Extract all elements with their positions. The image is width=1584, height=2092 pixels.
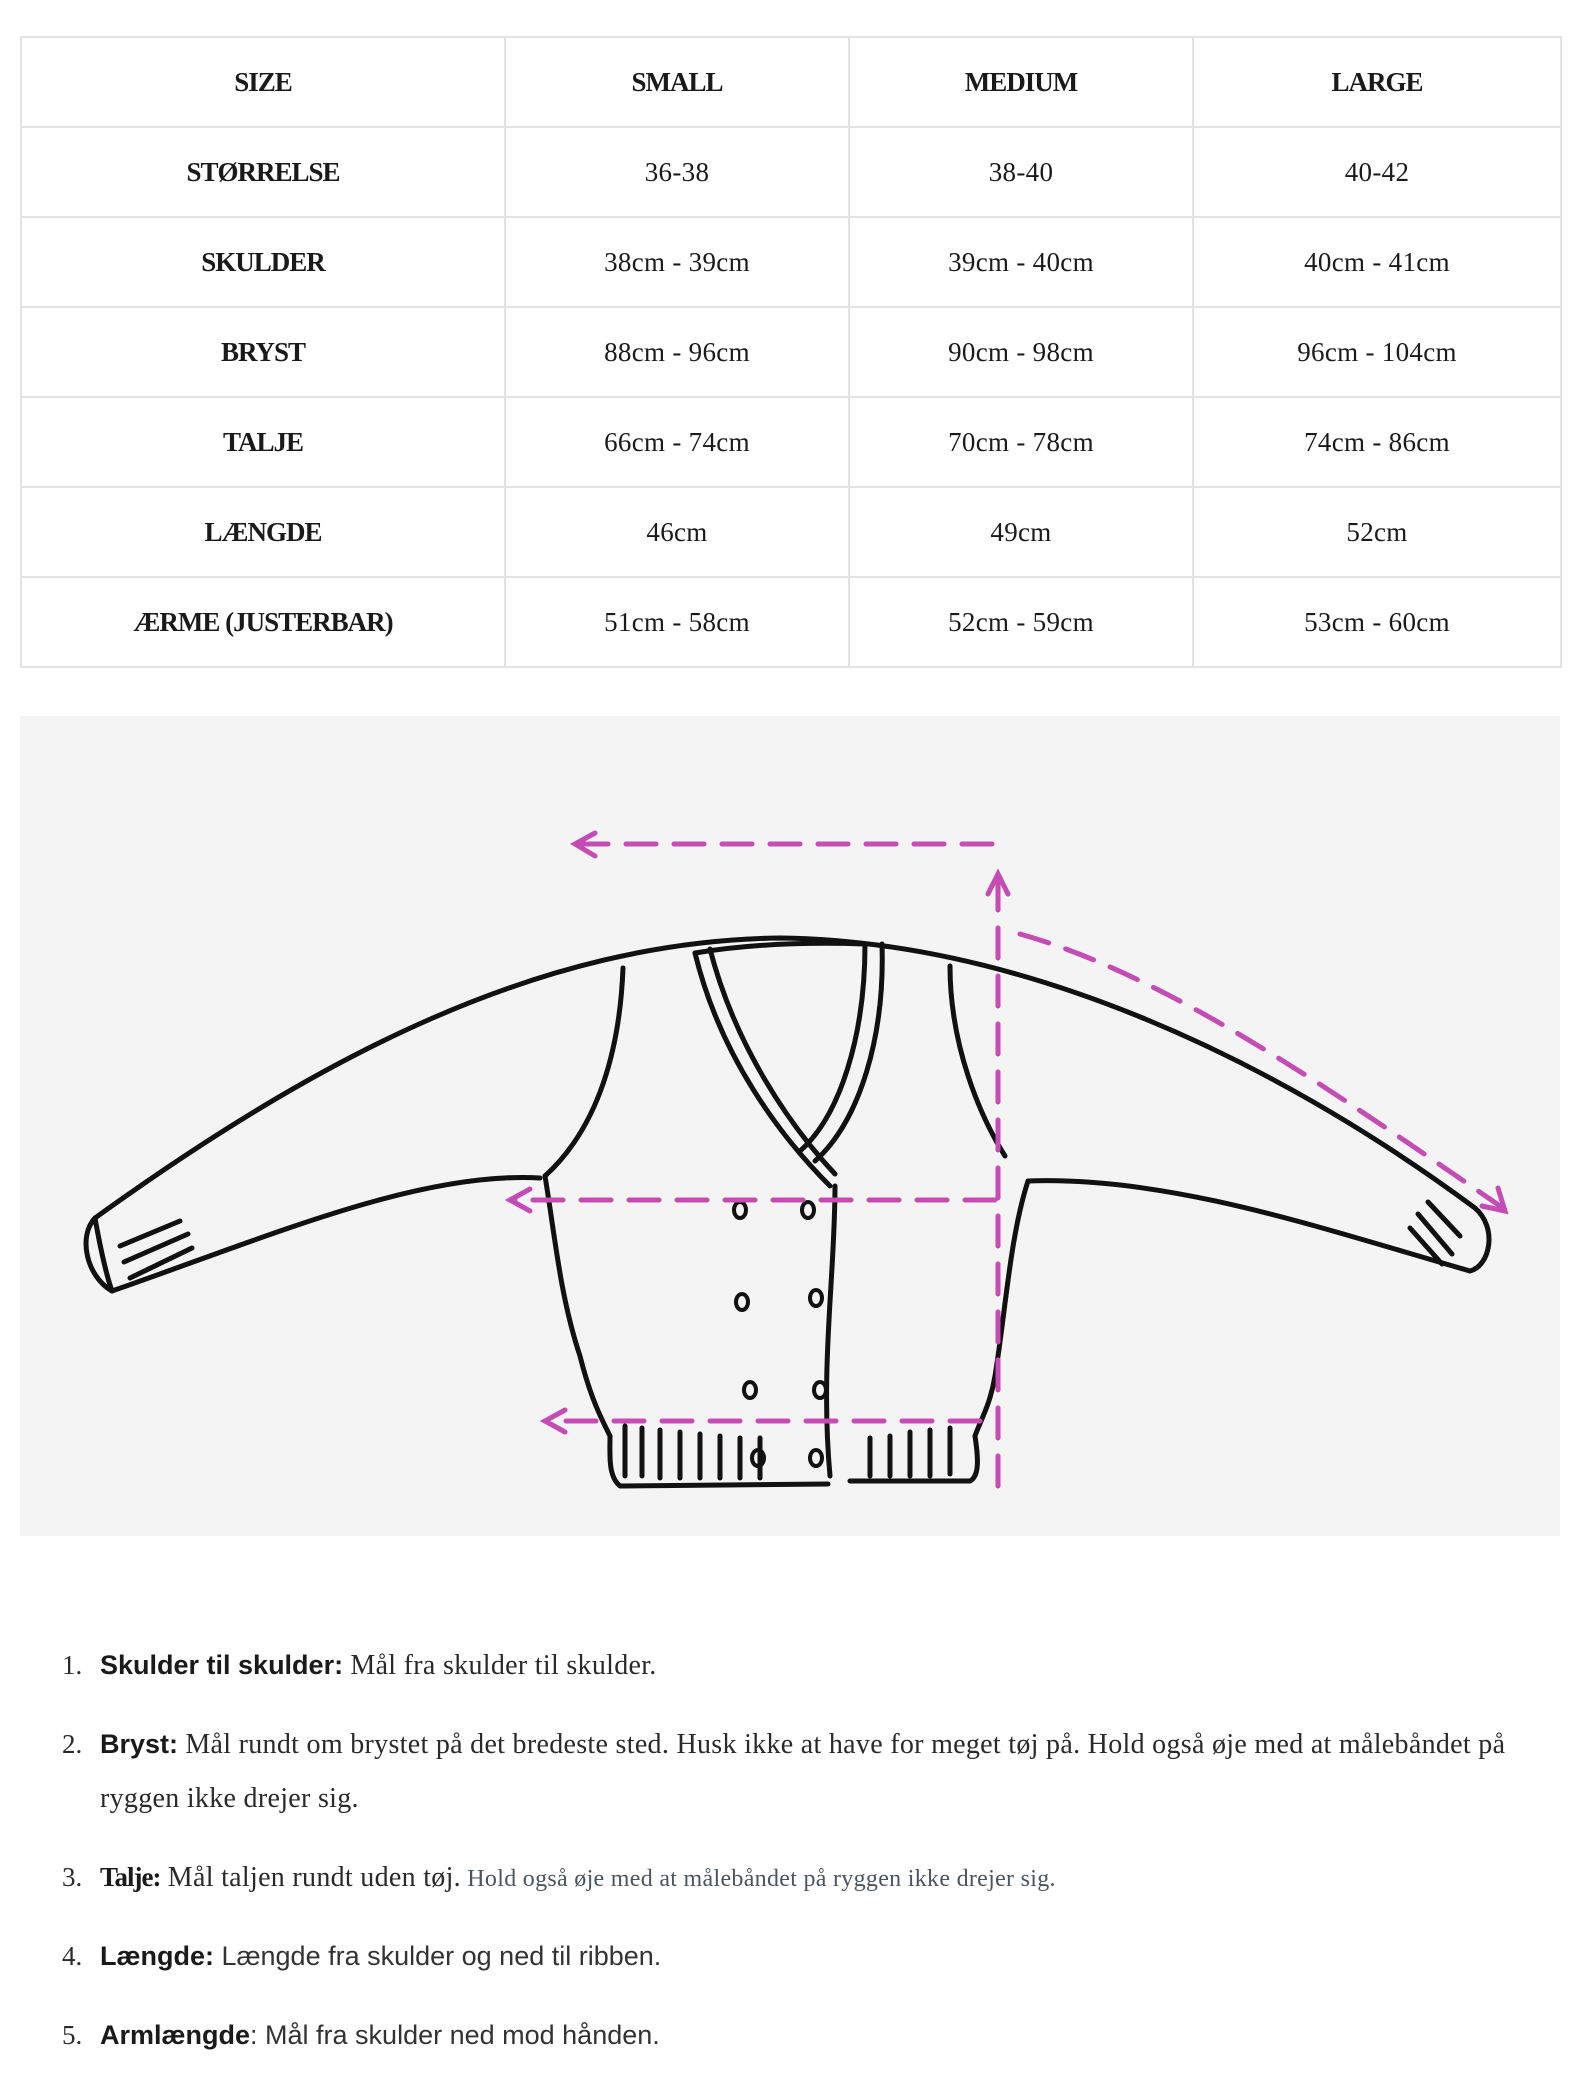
cardigan-outline (86, 938, 1489, 1486)
row-label: STØRRELSE (21, 127, 505, 217)
row-label: SKULDER (21, 217, 505, 307)
header-small: SMALL (505, 37, 849, 127)
list-number: 3. (62, 1862, 83, 1892)
cell-medium: 39cm - 40cm (849, 217, 1193, 307)
measurement-instructions (62, 1640, 1522, 2089)
cell-medium: 70cm - 78cm (849, 397, 1193, 487)
button-icons (734, 1202, 826, 1466)
cell-large: 74cm - 86cm (1193, 397, 1561, 487)
cell-large: 52cm (1193, 487, 1561, 577)
list-item (62, 2010, 1522, 2065)
cell-large: 40cm - 41cm (1193, 217, 1561, 307)
cell-medium: 90cm - 98cm (849, 307, 1193, 397)
header-size: SIZE (21, 37, 505, 127)
table-row (21, 577, 1561, 667)
cell-small: 88cm - 96cm (505, 307, 849, 397)
list-item (62, 1852, 1522, 1907)
row-label: TALJE (21, 397, 505, 487)
list-item (62, 1719, 1522, 1828)
cell-large: 53cm - 60cm (1193, 577, 1561, 667)
cell-small: 46cm (505, 487, 849, 577)
instruction-label: Bryst: (100, 1729, 179, 1759)
row-label: LÆNGDE (21, 487, 505, 577)
instruction-text: Længde fra skulder og ned til ribben. (214, 1941, 662, 1971)
row-label: ÆRME (JUSTERBAR) (21, 577, 505, 667)
cardigan-drawing (20, 716, 1560, 1536)
header-medium: MEDIUM (849, 37, 1193, 127)
table-header-row (21, 37, 1561, 127)
list-number: 2. (62, 1729, 83, 1759)
measurement-arrows (510, 833, 1505, 1486)
list-item (62, 1640, 1522, 1695)
cardigan-measurement-illustration (20, 716, 1560, 1536)
row-label: BRYST (21, 307, 505, 397)
instruction-text: Mål fra skulder til skulder. (343, 1650, 657, 1681)
table-row (21, 217, 1561, 307)
list-number: 5. (62, 2020, 83, 2050)
cell-small: 36-38 (505, 127, 849, 217)
instruction-label: Skulder til skulder: (100, 1650, 344, 1680)
cell-small: 38cm - 39cm (505, 217, 849, 307)
instruction-note: Hold også øje med at målebåndet på ryggen ikke drejer sig. (461, 1866, 1056, 1892)
cell-medium: 49cm (849, 487, 1193, 577)
list-number: 4. (62, 1941, 83, 1971)
list-item (62, 1931, 1522, 1986)
cell-large: 96cm - 104cm (1193, 307, 1561, 397)
cell-medium: 38-40 (849, 127, 1193, 217)
cell-small: 51cm - 58cm (505, 577, 849, 667)
size-table (20, 36, 1562, 668)
header-large: LARGE (1193, 37, 1561, 127)
instruction-text: : Mål fra skulder ned mod hånden. (250, 2020, 660, 2050)
table-row (21, 487, 1561, 577)
cell-small: 66cm - 74cm (505, 397, 849, 487)
table-row (21, 127, 1561, 217)
cell-medium: 52cm - 59cm (849, 577, 1193, 667)
table-row (21, 397, 1561, 487)
instruction-label: Længde: (100, 1941, 214, 1971)
instruction-label: Talje: (100, 1862, 161, 1892)
cell-large: 40-42 (1193, 127, 1561, 217)
instruction-text: Mål rundt om brystet på det bredeste sted. Husk ikke at have for meget tøj på. Hold også øje med at målebåndet på ryggen ikke drejer sig. (100, 1729, 1506, 1814)
table-row (21, 307, 1561, 397)
instruction-text: Mål taljen rundt uden tøj. (160, 1862, 461, 1893)
instruction-label: Armlængde (100, 2020, 251, 2050)
list-number: 1. (62, 1650, 83, 1680)
